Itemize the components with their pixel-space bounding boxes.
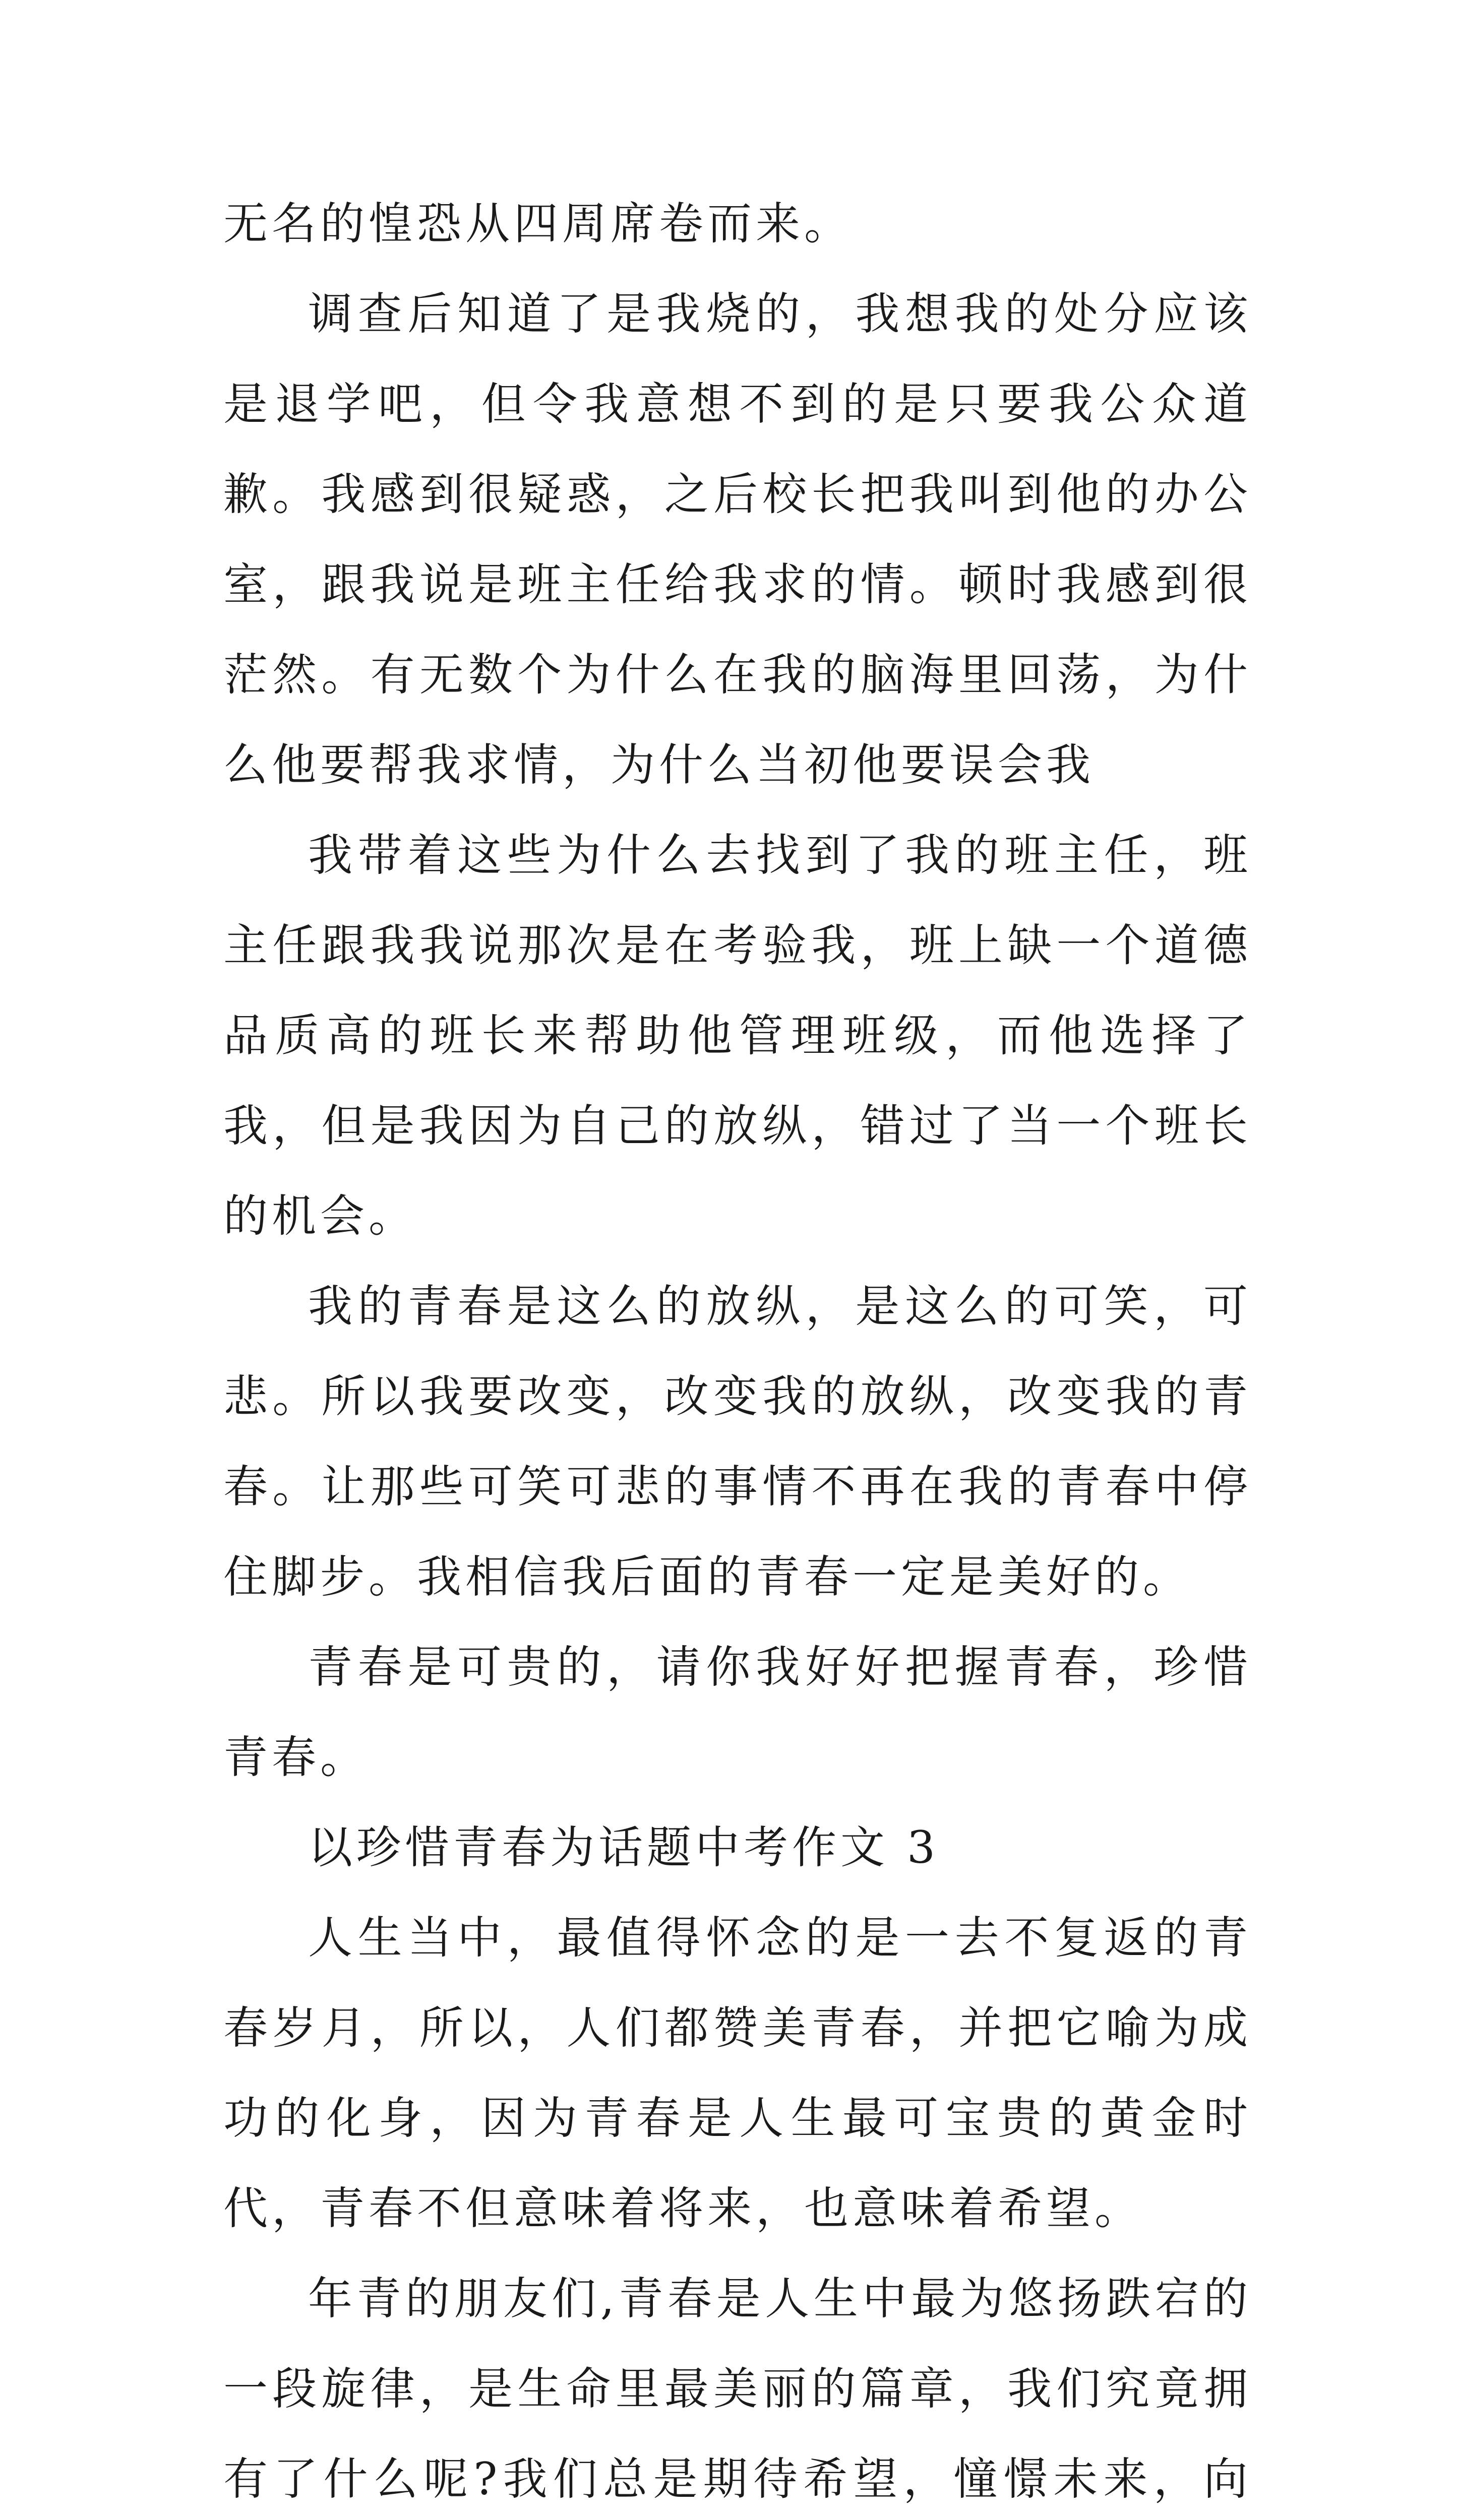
paragraph-5: 青春是可贵的，请你我好好把握青春，珍惜青春。 [223,1641,1252,1783]
paragraph-3: 我带着这些为什么去找到了我的班主任，班主任跟我我说那次是在考验我，班上缺一个道德品质高的班长来帮助他管理班级，而他选择了我，但是我因为自己的放纵，错过了当一个班长的机会。 [223,829,1252,1242]
paragraph-6: 人生当中，最值得怀念的是一去不复返的青春岁月，所以，人们都赞美青春，并把它喻为成功的化身，因为青春是人生最可宝贵的黄金时代，青春不但意味着将来，也意味着希望。 [223,1912,1252,2234]
paragraph-7: 年青的朋友们,青春是人生中最为悠扬跌宕的一段旋律，是生命里最美丽的篇章，我们究竟拥有了什么呢?我们总是期待希望，憧憬未来，向 [223,2273,1252,2505]
paragraph-1: 无名的惶恐从四周席卷而来。 [223,198,853,249]
document-body [223,178,1252,2520]
paragraph-4: 我的青春是这么的放纵，是这么的可笑，可悲。所以我要改变，改变我的放纵，改变我的青春。让那些可笑可悲的事情不再在我的青春中停住脚步。我相信我后面的青春一定是美好的。 [223,1280,1252,1603]
section-heading: 以珍惜青春为话题中考作文 3 [308,1821,939,1873]
paragraph-2: 调查后知道了是我烧的，我想我的处分应该是退学吧，但令我意想不到的是只要我公众道歉。我感到很疑惑，之后校长把我叫到他的办公室，跟我说是班主任给我求的情。顿时我感到很茫然。有无数个为什么在我的脑海里回荡，为什么他要帮我求情，为什么当初他要误会我 [223,288,1252,791]
